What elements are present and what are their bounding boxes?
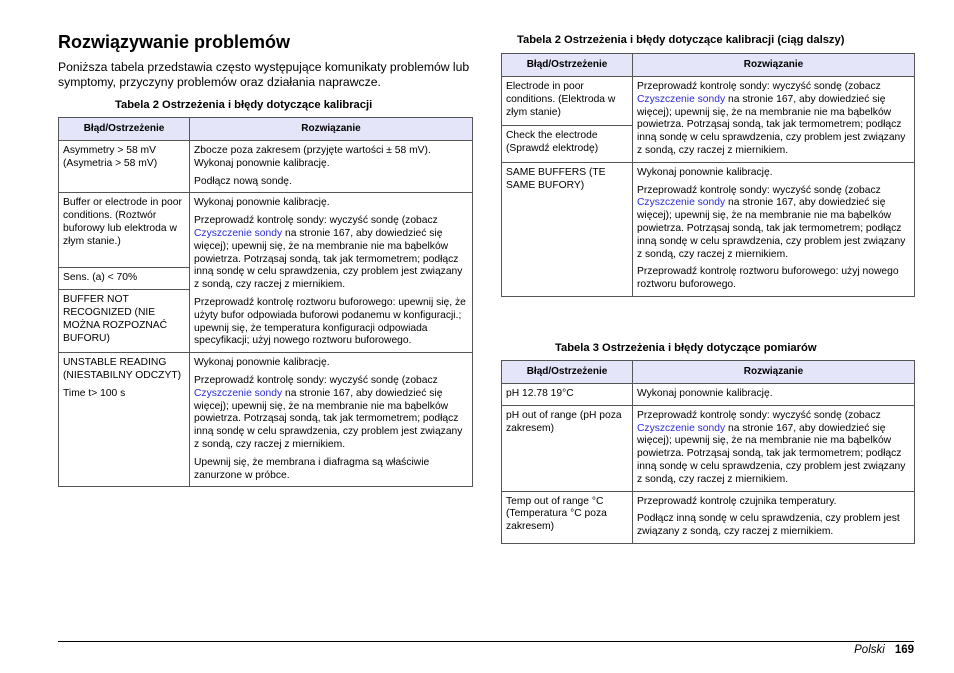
solution-cell: Wykonaj ponownie kalibrację. Przeprowadź kontrolę sondy: wyczyść sondę (zobacz Czyszczenie sondy na stronie 167, aby dowiedzieć się więcej); upewnij się, że na membranie nie ma bąbelków powietrza. Potrząsaj sondą, tak jak termometrem; podłącz inną sondę w celu sprawdzenia, czy problem jest związany z sondą, czy raczej z miernikiem. Upewnij się, że membrana i diafragma są właściwie zanurzone w próbce.	[190, 353, 473, 487]
error-cell: Electrode in poor conditions. (Elektroda w złym stanie) Check the electrode (Sprawdź elektrodę)	[502, 77, 633, 163]
solution-cell: Wykonaj ponownie kalibrację. Przeprowadź kontrolę sondy: wyczyść sondę (zobacz Czyszczenie sondy na stronie 167, aby dowiedzieć się więcej); upewnij się, że na membranie nie ma bąbelków powietrza. Potrząsaj sondą, tak jak termometrem; podłącz inną sondę w celu sprawdzenia, czy problem jest związany z sondą, czy raczej z miernikiem. Przeprowadź kontrolę roztworu buforowego: użyj nowego roztworu buforowego.	[633, 162, 915, 296]
table2-calibration	[58, 117, 473, 487]
solution-cell: Wykonaj ponownie kalibrację. Przeprowadź kontrolę sondy: wyczyść sondę (zobacz Czyszczenie sondy na stronie 167, aby dowiedzieć się więcej); upewnij się, że na membranie nie ma bąbelków powietrza. Potrząsaj sondą, tak jak termometrem; podłącz inną sondę w celu sprawdzenia, czy problem jest związany z sondą, czy raczej z miernikiem. Przeprowadź kontrolę roztworu buforowego: upewnij się, że użyty bufor odpowiada buforowi podanemu w konfiguracji.; upewnij się, że temperatura konfiguracji odpowiada specyfikacji; użyj nowego roztworu buforowego.	[190, 193, 473, 353]
solution-cell: Wykonaj ponownie kalibrację.	[633, 384, 915, 406]
error-cell: pH out of range (pH poza zakresem)	[502, 405, 633, 491]
table2-caption: Tabela 2 Ostrzeżenia i błędy dotyczące kalibracji	[115, 99, 373, 111]
header-solution: Rozwiązanie	[633, 54, 915, 77]
header-error: Błąd/Ostrzeżenie	[59, 118, 190, 141]
table-header-row	[502, 361, 915, 384]
table-row	[502, 77, 915, 163]
solution-cell: Przeprowadź kontrolę sondy: wyczyść sondę (zobacz Czyszczenie sondy na stronie 167, aby dowiedzieć się więcej); upewnij się, że na membranie nie ma bąbelków powietrza. Potrząsaj sondą, tak jak termometrem; podłącz inną sondę w celu sprawdzenia, czy problem jest związany z sondą, czy raczej z miernikiem.	[633, 405, 915, 491]
solution-cell: Przeprowadź kontrolę sondy: wyczyść sondę (zobacz Czyszczenie sondy na stronie 167, aby dowiedzieć się więcej); upewnij się, że na membranie nie ma bąbelków powietrza. Potrząsaj sondą, tak jak termometrem; podłącz inną sondę w celu sprawdzenia, czy problem jest związany z sondą, czy raczej z miernikiem.	[633, 77, 915, 163]
error-cell: pH 12.78 19°C	[502, 384, 633, 406]
error-cell: Temp out of range °C (Temperatura °C poza zakresem)	[502, 491, 633, 543]
table-row	[502, 384, 915, 406]
table2-continued-caption: Tabela 2 Ostrzeżenia i błędy dotyczące kalibracji (ciąg dalszy)	[517, 34, 845, 46]
error-cell: Asymmetry > 58 mV (Asymetria > 58 mV)	[59, 141, 190, 193]
header-error: Błąd/Ostrzeżenie	[502, 54, 633, 77]
table-row	[502, 491, 915, 543]
table2-continued	[501, 53, 915, 297]
footer-language: Polski	[854, 644, 885, 656]
table-header-row	[59, 118, 473, 141]
header-error: Błąd/Ostrzeżenie	[502, 361, 633, 384]
table-row	[59, 353, 473, 487]
link-czyszczenie-sondy[interactable]: Czyszczenie sondy	[194, 387, 283, 399]
page-number: 169	[894, 644, 914, 656]
link-czyszczenie-sondy[interactable]: Czyszczenie sondy	[194, 227, 283, 239]
table-row	[59, 193, 473, 353]
page-footer	[854, 643, 914, 657]
link-czyszczenie-sondy[interactable]: Czyszczenie sondy	[637, 422, 726, 434]
table-header-row	[502, 54, 915, 77]
error-cell: UNSTABLE READING (NIESTABILNY ODCZYT) Time t> 100 s	[59, 353, 190, 487]
table-row	[59, 141, 473, 193]
intro-paragraph: Poniższa tabela przedstawia często występujące komunikaty problemów lub symptomy, przyczyny problemów oraz działania naprawcze.	[58, 60, 470, 89]
solution-cell: Zbocze poza zakresem (przyjęte wartości ± 58 mV). Wykonaj ponownie kalibrację. Podłącz nową sondę.	[190, 141, 473, 193]
link-czyszczenie-sondy[interactable]: Czyszczenie sondy	[637, 197, 726, 209]
header-solution: Rozwiązanie	[190, 118, 473, 141]
solution-cell: Przeprowadź kontrolę czujnika temperatury. Podłącz inną sondę w celu sprawdzenia, czy problem jest związany z sondą, czy raczej z miernikiem.	[633, 491, 915, 543]
table-row	[502, 162, 915, 296]
footer-divider	[58, 641, 914, 642]
error-cell: SAME BUFFERS (TE SAME BUFORY)	[502, 162, 633, 296]
link-czyszczenie-sondy[interactable]: Czyszczenie sondy	[637, 93, 726, 105]
header-solution: Rozwiązanie	[633, 361, 915, 384]
table3-caption: Tabela 3 Ostrzeżenia i błędy dotyczące pomiarów	[555, 342, 817, 354]
table-row	[502, 405, 915, 491]
error-cell: Buffer or electrode in poor conditions. (Roztwór buforowy lub elektroda w złym stanie.) Sens. (a) < 70% BUFFER NOT RECOGNIZED (NIE MOŻNA ROZPOZNAĆ BUFORU)	[59, 193, 190, 353]
table3-measurement	[501, 360, 915, 544]
page-title: Rozwiązywanie problemów	[58, 32, 291, 52]
